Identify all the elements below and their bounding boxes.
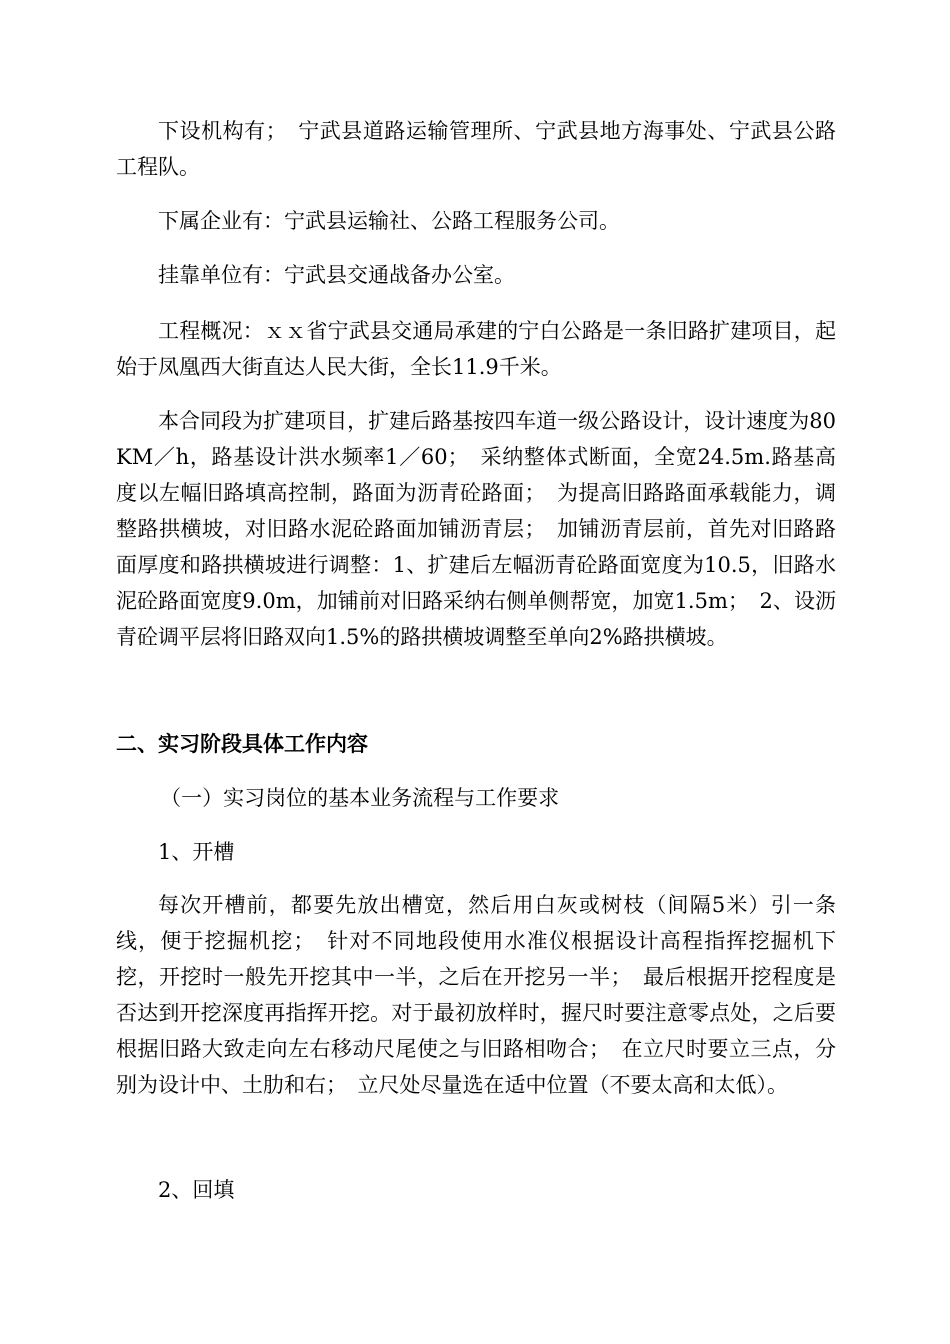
paragraph-affiliated-units: 挂靠单位有：宁武县交通战备办公室。 bbox=[158, 263, 515, 287]
item-heading-backfill: 2、回填 bbox=[158, 1178, 235, 1202]
item-heading-trenching: 1、开槽 bbox=[158, 840, 235, 864]
paragraph-trenching: 每次开槽前，都要先放出槽宽，然后用白灰或树枝（间隔5米）引一条线，便于挖掘机挖； 针对不同地段使用水准仪根据设计高程指挥挖掘机下挖，开挖时一般先开挖其中一半，之后在开挖另一半； 最后根据开挖程度是否达到开挖深度再指挥开挖。对于最初放样时，握尺时要注意零点处，之后要根据旧路大致走向左右移动尺尾使之与旧路相吻合； 在立尺时要立三点，分别为设计中、土肋和右； 立尺处尽量选在适中位置（不要太高和太低）。 bbox=[116, 893, 836, 1097]
paragraph-contract-section: 本合同段为扩建项目，扩建后路基按四车道一级公路设计，设计速度为80KM／h，路基设计洪水频率1／60； 采纳整体式断面，全宽24.5m.路基高度以左幅旧路填高控制，路面为沥青砼路面； 为提高旧路路面承载能力，调整路拱横坡，对旧路水泥砼路面加铺沥青层； 加铺沥青层前，首先对旧路路面厚度和路拱横坡进行调整：1、扩建后左幅沥青砼路面宽度为10.5，旧路水泥砼路面宽度9.0m，加铺前对旧路采纳右侧单侧帮宽，加宽1.5m； 2、设沥青砼调平层将旧路双向1.5%的路拱横坡调整至单向2%路拱横坡。 bbox=[116, 409, 836, 649]
section-heading: 二、实习阶段具体工作内容 bbox=[116, 732, 368, 756]
paragraph-project-overview: 工程概况：ｘｘ省宁武县交通局承建的宁白公路是一条旧路扩建项目，起始于凤凰西大街直达人民大街，全长11.9千米。 bbox=[116, 319, 836, 379]
subsection-heading: （一）实习岗位的基本业务流程与工作要求 bbox=[160, 786, 560, 810]
paragraph-subordinate-enterprises: 下属企业有：宁武县运输社、公路工程服务公司。 bbox=[158, 209, 620, 233]
paragraph-subordinate-agencies: 下设机构有； 宁武县道路运输管理所、宁武县地方海事处、宁武县公路工程队。 bbox=[116, 119, 836, 179]
